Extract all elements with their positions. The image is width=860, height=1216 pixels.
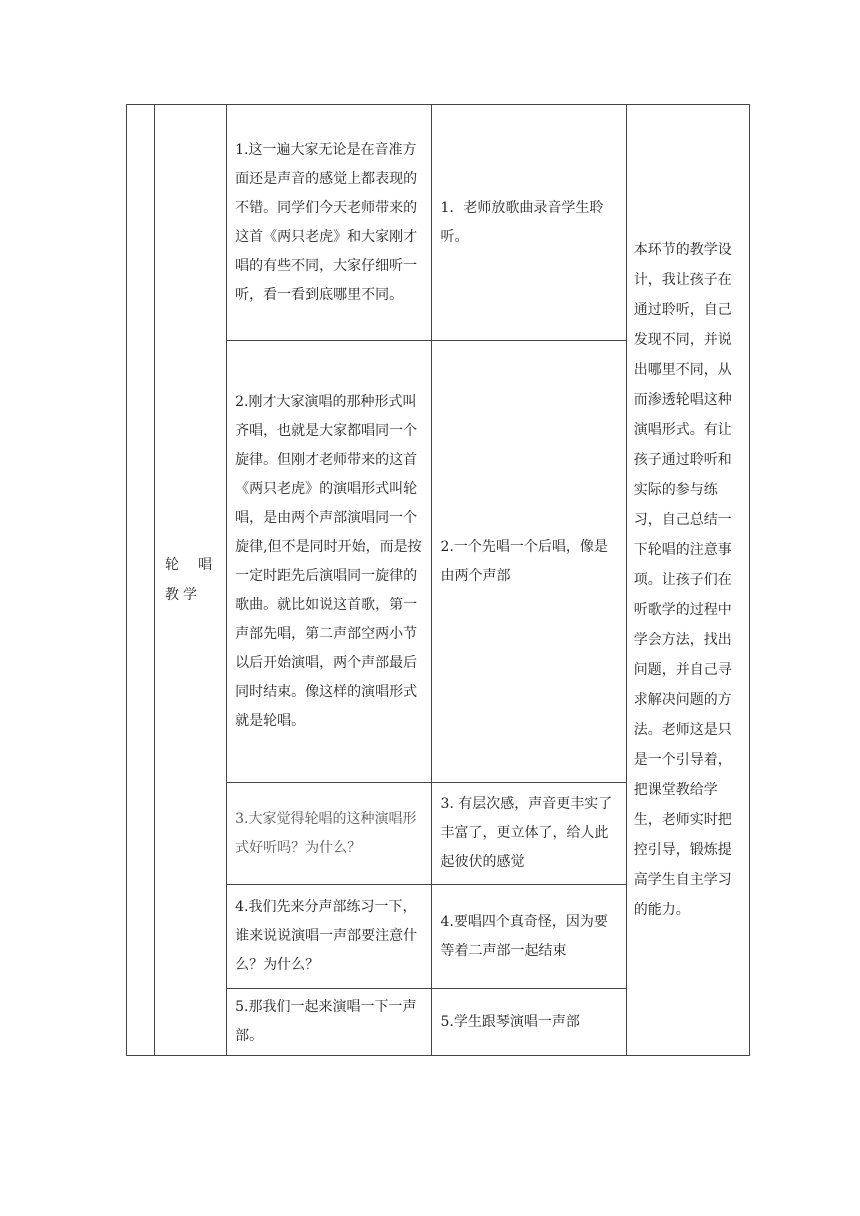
- teacher-activity-cell: [227, 885, 432, 989]
- teacher-activity-text: 4.我们先来分声部练习一下，谁来说说演唱一声部要注意什么？为什么？: [235, 899, 418, 973]
- student-activity-cell: [432, 341, 626, 783]
- student-activity-text: 2.一个先唱一个后唱，像是由两个声部: [440, 538, 608, 584]
- student-activity-cell: [432, 783, 626, 885]
- student-activity-text: 4.要唱四个真奇怪，因为要等着二声部一起结束: [440, 913, 608, 959]
- lesson-plan-table: [126, 104, 750, 1056]
- table-row: [127, 105, 750, 341]
- student-activity-cell: [432, 105, 626, 341]
- student-activity-text: 3. 有层次感，声音更丰实了丰富了，更立体了，给人此起彼伏的感觉: [440, 796, 613, 870]
- design-note-cell: [626, 105, 749, 1056]
- student-activity-cell: [432, 885, 626, 989]
- teacher-activity-text: 1.这一遍大家无论是在音准方面还是声音的感觉上都表现的不错。同学们今天老师带来的这首《两只老虎》和大家刚才唱的有些不同，大家仔细听一听，看一看到底哪里不同。: [235, 141, 418, 303]
- student-activity-text: 5.学生跟琴演唱一声部: [440, 1013, 580, 1030]
- design-note-text: 本环节的教学设计，我让孩子在通过聆听，自己发现不同，并说出哪里不同，从而渗透轮唱这种演唱形式。有让孩子通过聆听和实际的参与练习，自己总结一下轮唱的注意事项。让孩子们在听歌学的过程中学会方法，找出问题，并自己寻求解决问题的方法。老师这是只是一个引导着，把课堂教给学生，老师实时把控引导，锻炼提高学生自主学习的能力。: [633, 242, 732, 918]
- blank-column-cell: [127, 105, 155, 1056]
- student-activity-text: 1．老师放歌曲录音学生聆听。: [440, 199, 604, 245]
- teacher-activity-text: 3.大家觉得轮唱的这种演唱形式好听吗？为什么？: [235, 810, 417, 856]
- teacher-activity-text: 2.刚才大家演唱的那种形式叫齐唱，也就是大家都唱同一个旋律。但刚才老师带来的这首《两只老虎》的演唱形式叫轮唱，是由两个声部演唱同一个旋律,但不是同时开始，而是按一定时距先后演唱同一旋律的歌曲。就比如说这首歌，第一声部先唱，第二声部空两小节以后开始演唱，两个声部最后同时结束。像这样的演唱形式就是轮唱。: [235, 393, 422, 729]
- teacher-activity-cell: [227, 341, 432, 783]
- stage-label: 轮唱教学: [165, 557, 217, 603]
- teacher-activity-cell: [227, 989, 432, 1056]
- student-activity-cell: [432, 989, 626, 1056]
- teacher-activity-text: 5.那我们一起来演唱一下一声部。: [235, 999, 417, 1044]
- teacher-activity-cell: [227, 105, 432, 341]
- teacher-activity-cell: [227, 783, 432, 885]
- stage-cell: [155, 105, 227, 1056]
